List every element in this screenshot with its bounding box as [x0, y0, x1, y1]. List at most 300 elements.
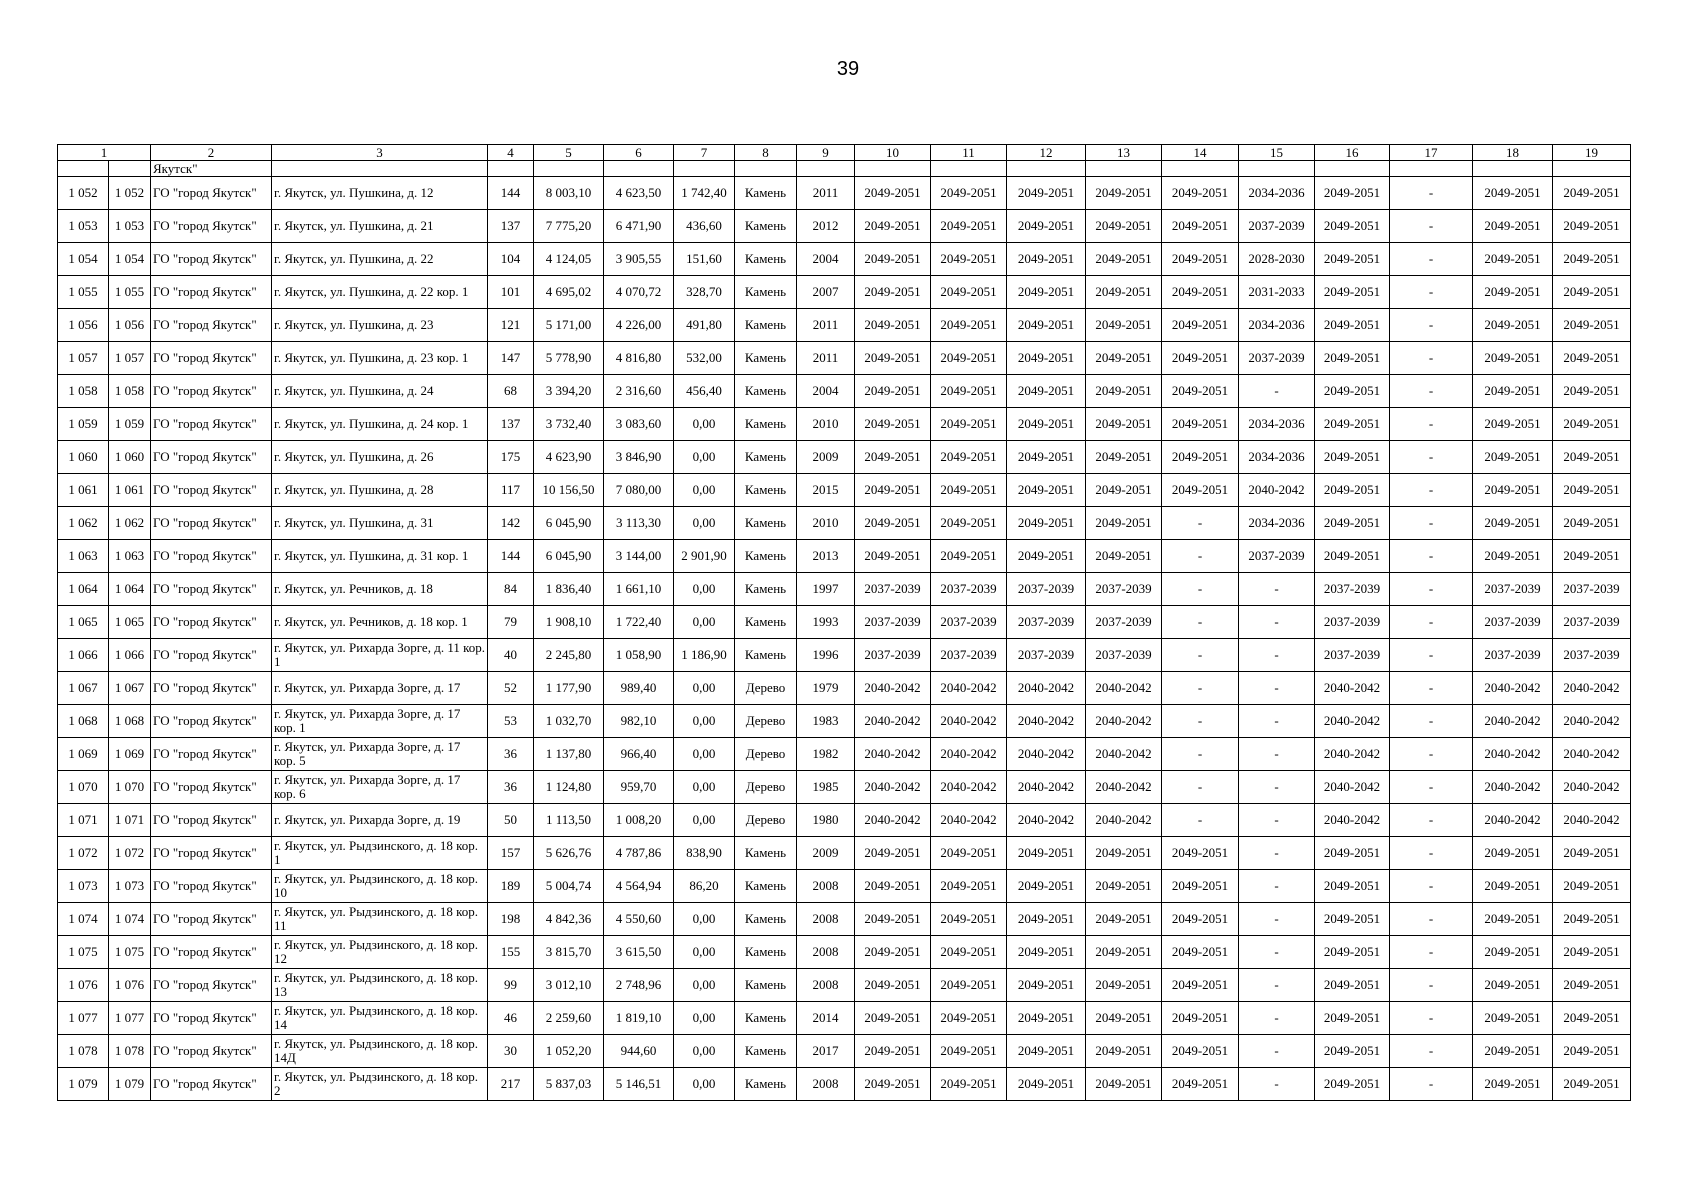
table-cell [1007, 161, 1086, 177]
wall-material-cell: Камень [735, 309, 797, 342]
row-id-cell: 1 067 [109, 672, 151, 705]
living-area-cell: 4 070,72 [604, 276, 674, 309]
period-cell-17: - [1390, 738, 1473, 771]
period-cell-18: 2049-2051 [1473, 210, 1553, 243]
total-area-cell: 10 156,50 [534, 474, 604, 507]
nonresidential-area-cell: 0,00 [674, 969, 735, 1002]
year-built-cell: 1985 [797, 771, 855, 804]
period-cell-14: - [1162, 573, 1239, 606]
living-area-cell: 959,70 [604, 771, 674, 804]
period-cell-11: 2049-2051 [931, 408, 1007, 441]
wall-material-cell: Камень [735, 870, 797, 903]
period-cell-10: 2049-2051 [855, 342, 931, 375]
address-cell: г. Якутск, ул. Пушкина, д. 12 [272, 177, 488, 210]
period-cell-16: 2049-2051 [1315, 1002, 1390, 1035]
period-cell-16: 2049-2051 [1315, 540, 1390, 573]
year-built-cell: 2008 [797, 870, 855, 903]
period-cell-13: 2049-2051 [1086, 309, 1162, 342]
period-cell-19: 2040-2042 [1553, 738, 1631, 771]
period-cell-10: 2037-2039 [855, 606, 931, 639]
period-cell-15: - [1239, 1035, 1315, 1068]
period-cell-19: 2049-2051 [1553, 507, 1631, 540]
table-cell [1553, 161, 1631, 177]
period-cell-18: 2040-2042 [1473, 804, 1553, 837]
period-cell-12: 2049-2051 [1007, 870, 1086, 903]
total-area-cell: 2 259,60 [534, 1002, 604, 1035]
row-number-cell: 1 059 [58, 408, 109, 441]
period-cell-16: 2049-2051 [1315, 342, 1390, 375]
residents-cell: 155 [488, 936, 534, 969]
col-header-19: 19 [1553, 145, 1631, 161]
period-cell-19: 2049-2051 [1553, 870, 1631, 903]
period-cell-16: 2040-2042 [1315, 738, 1390, 771]
period-cell-11: 2049-2051 [931, 309, 1007, 342]
residents-cell: 147 [488, 342, 534, 375]
living-area-cell: 4 550,60 [604, 903, 674, 936]
period-cell-15: 2034-2036 [1239, 408, 1315, 441]
period-cell-13: 2037-2039 [1086, 606, 1162, 639]
nonresidential-area-cell: 0,00 [674, 738, 735, 771]
address-cell: г. Якутск, ул. Рихарда Зорге, д. 17 кор. 1 [272, 705, 488, 738]
table-row [58, 771, 1631, 804]
period-cell-13: 2049-2051 [1086, 375, 1162, 408]
table-cell [1162, 161, 1239, 177]
period-cell-11: 2040-2042 [931, 804, 1007, 837]
period-cell-15: 2034-2036 [1239, 507, 1315, 540]
period-cell-14: - [1162, 606, 1239, 639]
period-cell-18: 2049-2051 [1473, 507, 1553, 540]
period-cell-15: - [1239, 705, 1315, 738]
period-cell-12: 2037-2039 [1007, 573, 1086, 606]
wall-material-cell: Камень [735, 1002, 797, 1035]
address-cell: г. Якутск, ул. Речников, д. 18 [272, 573, 488, 606]
period-cell-15: - [1239, 870, 1315, 903]
period-cell-11: 2049-2051 [931, 342, 1007, 375]
period-cell-11: 2049-2051 [931, 540, 1007, 573]
period-cell-19: 2049-2051 [1553, 540, 1631, 573]
row-number-cell: 1 073 [58, 870, 109, 903]
row-number-cell: 1 062 [58, 507, 109, 540]
row-number-cell: 1 072 [58, 837, 109, 870]
row-number-cell: 1 079 [58, 1068, 109, 1101]
row-id-cell: 1 077 [109, 1002, 151, 1035]
living-area-cell: 5 146,51 [604, 1068, 674, 1101]
period-cell-15: - [1239, 804, 1315, 837]
period-cell-10: 2049-2051 [855, 441, 931, 474]
period-cell-14: - [1162, 705, 1239, 738]
row-number-cell: 1 061 [58, 474, 109, 507]
row-id-cell: 1 056 [109, 309, 151, 342]
period-cell-19: 2049-2051 [1553, 1002, 1631, 1035]
period-cell-18: 2049-2051 [1473, 870, 1553, 903]
period-cell-16: 2049-2051 [1315, 276, 1390, 309]
row-id-cell: 1 060 [109, 441, 151, 474]
period-cell-19: 2040-2042 [1553, 672, 1631, 705]
address-cell: г. Якутск, ул. Пушкина, д. 21 [272, 210, 488, 243]
year-built-cell: 2004 [797, 375, 855, 408]
living-area-cell: 1 058,90 [604, 639, 674, 672]
table-header [58, 145, 1631, 161]
nonresidential-area-cell: 838,90 [674, 837, 735, 870]
period-cell-10: 2049-2051 [855, 1002, 931, 1035]
wall-material-cell: Камень [735, 507, 797, 540]
wall-material-cell: Камень [735, 540, 797, 573]
period-cell-19: 2049-2051 [1553, 210, 1631, 243]
wall-material-cell: Камень [735, 969, 797, 1002]
period-cell-11: 2049-2051 [931, 837, 1007, 870]
period-cell-17: - [1390, 771, 1473, 804]
period-cell-19: 2049-2051 [1553, 936, 1631, 969]
table-row [58, 672, 1631, 705]
row-number-cell: 1 074 [58, 903, 109, 936]
year-built-cell: 1982 [797, 738, 855, 771]
period-cell-10: 2037-2039 [855, 573, 931, 606]
table-row [58, 1035, 1631, 1068]
table-row [58, 936, 1631, 969]
year-built-cell: 2015 [797, 474, 855, 507]
period-cell-14: 2049-2051 [1162, 1035, 1239, 1068]
period-cell-17: - [1390, 276, 1473, 309]
wall-material-cell: Дерево [735, 738, 797, 771]
row-id-cell: 1 072 [109, 837, 151, 870]
table-row [58, 408, 1631, 441]
table-cell [488, 161, 534, 177]
period-cell-15: 2034-2036 [1239, 441, 1315, 474]
year-built-cell: 2014 [797, 1002, 855, 1035]
period-cell-10: 2049-2051 [855, 177, 931, 210]
table-row [58, 441, 1631, 474]
period-cell-19: 2037-2039 [1553, 606, 1631, 639]
period-cell-14: 2049-2051 [1162, 936, 1239, 969]
row-id-cell: 1 065 [109, 606, 151, 639]
period-cell-14: 2049-2051 [1162, 474, 1239, 507]
row-number-cell: 1 053 [58, 210, 109, 243]
period-cell-15: 2037-2039 [1239, 210, 1315, 243]
address-cell: г. Якутск, ул. Рыдзинского, д. 18 кор. 12 [272, 936, 488, 969]
period-cell-10: 2049-2051 [855, 474, 931, 507]
period-cell-14: - [1162, 672, 1239, 705]
period-cell-15: - [1239, 936, 1315, 969]
period-cell-19: 2049-2051 [1553, 243, 1631, 276]
period-cell-17: - [1390, 969, 1473, 1002]
period-cell-16: 2049-2051 [1315, 936, 1390, 969]
nonresidential-area-cell: 0,00 [674, 1035, 735, 1068]
total-area-cell: 1 177,90 [534, 672, 604, 705]
table-row [58, 474, 1631, 507]
total-area-cell: 1 113,50 [534, 804, 604, 837]
period-cell-12: 2049-2051 [1007, 969, 1086, 1002]
row-id-cell: 1 078 [109, 1035, 151, 1068]
period-cell-10: 2049-2051 [855, 507, 931, 540]
owner-cell: ГО "город Якутск" [151, 573, 272, 606]
table-row [58, 573, 1631, 606]
period-cell-11: 2037-2039 [931, 639, 1007, 672]
row-number-cell: 1 064 [58, 573, 109, 606]
table-row [58, 804, 1631, 837]
address-cell: г. Якутск, ул. Пушкина, д. 23 кор. 1 [272, 342, 488, 375]
address-cell: г. Якутск, ул. Пушкина, д. 24 [272, 375, 488, 408]
row-id-cell: 1 071 [109, 804, 151, 837]
period-cell-11: 2049-2051 [931, 969, 1007, 1002]
wall-material-cell: Камень [735, 936, 797, 969]
wall-material-cell: Дерево [735, 804, 797, 837]
owner-cell: ГО "город Якутск" [151, 705, 272, 738]
period-cell-17: - [1390, 804, 1473, 837]
nonresidential-area-cell: 436,60 [674, 210, 735, 243]
period-cell-19: 2049-2051 [1553, 1068, 1631, 1101]
period-cell-19: 2049-2051 [1553, 837, 1631, 870]
period-cell-18: 2040-2042 [1473, 771, 1553, 804]
row-id-cell: 1 052 [109, 177, 151, 210]
owner-cell: ГО "город Якутск" [151, 870, 272, 903]
period-cell-16: 2049-2051 [1315, 177, 1390, 210]
living-area-cell: 3 905,55 [604, 243, 674, 276]
period-cell-19: 2040-2042 [1553, 705, 1631, 738]
nonresidential-area-cell: 0,00 [674, 936, 735, 969]
row-number-cell: 1 068 [58, 705, 109, 738]
period-cell-15: 2034-2036 [1239, 177, 1315, 210]
wall-material-cell: Камень [735, 474, 797, 507]
col-header-5: 5 [534, 145, 604, 161]
address-cell: г. Якутск, ул. Рихарда Зорге, д. 17 кор. 5 [272, 738, 488, 771]
period-cell-16: 2037-2039 [1315, 606, 1390, 639]
period-cell-13: 2049-2051 [1086, 441, 1162, 474]
year-built-cell: 2009 [797, 441, 855, 474]
period-cell-12: 2049-2051 [1007, 474, 1086, 507]
period-cell-18: 2037-2039 [1473, 639, 1553, 672]
period-cell-17: - [1390, 606, 1473, 639]
owner-cell: ГО "город Якутск" [151, 672, 272, 705]
residents-cell: 52 [488, 672, 534, 705]
residents-cell: 175 [488, 441, 534, 474]
period-cell-10: 2049-2051 [855, 837, 931, 870]
table-row [58, 705, 1631, 738]
period-cell-19: 2049-2051 [1553, 309, 1631, 342]
period-cell-17: - [1390, 573, 1473, 606]
total-area-cell: 4 623,90 [534, 441, 604, 474]
residents-cell: 46 [488, 1002, 534, 1035]
table-row [58, 342, 1631, 375]
wall-material-cell: Камень [735, 177, 797, 210]
period-cell-13: 2040-2042 [1086, 804, 1162, 837]
period-cell-14: 2049-2051 [1162, 375, 1239, 408]
col-header-2: 2 [151, 145, 272, 161]
row-number-cell: 1 065 [58, 606, 109, 639]
nonresidential-area-cell: 2 901,90 [674, 540, 735, 573]
living-area-cell: 1 722,40 [604, 606, 674, 639]
period-cell-19: 2037-2039 [1553, 573, 1631, 606]
total-area-cell: 3 815,70 [534, 936, 604, 969]
period-cell-11: 2049-2051 [931, 870, 1007, 903]
period-cell-11: 2040-2042 [931, 672, 1007, 705]
col-header-17: 17 [1390, 145, 1473, 161]
row-id-cell: 1 058 [109, 375, 151, 408]
address-cell: г. Якутск, ул. Пушкина, д. 31 кор. 1 [272, 540, 488, 573]
table-cell [735, 161, 797, 177]
living-area-cell: 2 316,60 [604, 375, 674, 408]
living-area-cell: 3 083,60 [604, 408, 674, 441]
period-cell-10: 2049-2051 [855, 210, 931, 243]
owner-cell: ГО "город Якутск" [151, 606, 272, 639]
year-built-cell: 1997 [797, 573, 855, 606]
nonresidential-area-cell: 0,00 [674, 1002, 735, 1035]
period-cell-15: - [1239, 969, 1315, 1002]
year-built-cell: 2017 [797, 1035, 855, 1068]
col-header-18: 18 [1473, 145, 1553, 161]
period-cell-18: 2049-2051 [1473, 1068, 1553, 1101]
nonresidential-area-cell: 0,00 [674, 408, 735, 441]
wall-material-cell: Камень [735, 342, 797, 375]
period-cell-13: 2040-2042 [1086, 705, 1162, 738]
period-cell-13: 2040-2042 [1086, 738, 1162, 771]
owner-cell: ГО "город Якутск" [151, 936, 272, 969]
col-header-3: 3 [272, 145, 488, 161]
owner-cell: ГО "город Якутск" [151, 342, 272, 375]
row-number-cell: 1 071 [58, 804, 109, 837]
owner-cell: ГО "город Якутск" [151, 639, 272, 672]
owner-cell: ГО "город Якутск" [151, 1035, 272, 1068]
period-cell-13: 2049-2051 [1086, 1002, 1162, 1035]
nonresidential-area-cell: 0,00 [674, 474, 735, 507]
living-area-cell: 966,40 [604, 738, 674, 771]
period-cell-18: 2040-2042 [1473, 705, 1553, 738]
period-cell-16: 2040-2042 [1315, 705, 1390, 738]
year-built-cell: 2011 [797, 309, 855, 342]
total-area-cell: 6 045,90 [534, 507, 604, 540]
period-cell-16: 2049-2051 [1315, 1068, 1390, 1101]
residents-cell: 142 [488, 507, 534, 540]
period-cell-16: 2049-2051 [1315, 210, 1390, 243]
period-cell-14: - [1162, 540, 1239, 573]
total-area-cell: 7 775,20 [534, 210, 604, 243]
residents-cell: 117 [488, 474, 534, 507]
period-cell-18: 2049-2051 [1473, 243, 1553, 276]
period-cell-12: 2049-2051 [1007, 276, 1086, 309]
period-cell-17: - [1390, 243, 1473, 276]
table-row [58, 1002, 1631, 1035]
period-cell-16: 2049-2051 [1315, 375, 1390, 408]
period-cell-11: 2049-2051 [931, 375, 1007, 408]
table-cell [109, 161, 151, 177]
period-cell-17: - [1390, 903, 1473, 936]
nonresidential-area-cell: 86,20 [674, 870, 735, 903]
period-cell-11: 2049-2051 [931, 1035, 1007, 1068]
residents-cell: 99 [488, 969, 534, 1002]
address-cell: г. Якутск, ул. Рихарда Зорге, д. 19 [272, 804, 488, 837]
period-cell-17: - [1390, 936, 1473, 969]
living-area-cell: 944,60 [604, 1035, 674, 1068]
total-area-cell: 5 837,03 [534, 1068, 604, 1101]
period-cell-14: 2049-2051 [1162, 342, 1239, 375]
nonresidential-area-cell: 0,00 [674, 441, 735, 474]
period-cell-18: 2037-2039 [1473, 573, 1553, 606]
period-cell-13: 2049-2051 [1086, 474, 1162, 507]
table-cell [931, 161, 1007, 177]
nonresidential-area-cell: 0,00 [674, 804, 735, 837]
col-header-12: 12 [1007, 145, 1086, 161]
period-cell-15: - [1239, 771, 1315, 804]
period-cell-18: 2049-2051 [1473, 375, 1553, 408]
period-cell-14: - [1162, 738, 1239, 771]
wall-material-cell: Дерево [735, 771, 797, 804]
table-row [58, 507, 1631, 540]
period-cell-18: 2049-2051 [1473, 540, 1553, 573]
residents-cell: 40 [488, 639, 534, 672]
residents-cell: 84 [488, 573, 534, 606]
row-number-cell: 1 055 [58, 276, 109, 309]
living-area-cell: 7 080,00 [604, 474, 674, 507]
period-cell-18: 2049-2051 [1473, 342, 1553, 375]
period-cell-11: 2049-2051 [931, 474, 1007, 507]
table-cell [534, 161, 604, 177]
total-area-cell: 3 012,10 [534, 969, 604, 1002]
period-cell-16: 2049-2051 [1315, 1035, 1390, 1068]
table-cell [604, 161, 674, 177]
owner-cell: ГО "город Якутск" [151, 837, 272, 870]
period-cell-14: 2049-2051 [1162, 309, 1239, 342]
period-cell-17: - [1390, 1035, 1473, 1068]
owner-cell: ГО "город Якутск" [151, 738, 272, 771]
period-cell-19: 2049-2051 [1553, 342, 1631, 375]
period-cell-18: 2049-2051 [1473, 441, 1553, 474]
table-row [58, 375, 1631, 408]
period-cell-10: 2049-2051 [855, 540, 931, 573]
address-cell: г. Якутск, ул. Рыдзинского, д. 18 кор. 13 [272, 969, 488, 1002]
residents-cell: 137 [488, 210, 534, 243]
year-built-cell: 2011 [797, 177, 855, 210]
period-cell-16: 2049-2051 [1315, 903, 1390, 936]
period-cell-10: 2049-2051 [855, 243, 931, 276]
row-id-cell: 1 070 [109, 771, 151, 804]
table-body [58, 161, 1631, 1101]
address-cell: г. Якутск, ул. Пушкина, д. 22 [272, 243, 488, 276]
living-area-cell: 6 471,90 [604, 210, 674, 243]
row-id-cell: 1 069 [109, 738, 151, 771]
col-header-13: 13 [1086, 145, 1162, 161]
living-area-cell: 4 226,00 [604, 309, 674, 342]
period-cell-12: 2040-2042 [1007, 672, 1086, 705]
period-cell-18: 2049-2051 [1473, 969, 1553, 1002]
col-header-1: 1 [58, 145, 151, 161]
table-row [58, 309, 1631, 342]
period-cell-14: - [1162, 804, 1239, 837]
living-area-cell: 982,10 [604, 705, 674, 738]
period-cell-16: 2049-2051 [1315, 441, 1390, 474]
period-cell-14: 2049-2051 [1162, 177, 1239, 210]
period-cell-17: - [1390, 1068, 1473, 1101]
table-row [58, 276, 1631, 309]
total-area-cell: 1 908,10 [534, 606, 604, 639]
owner-cell: ГО "город Якутск" [151, 408, 272, 441]
wall-material-cell: Камень [735, 441, 797, 474]
period-cell-13: 2049-2051 [1086, 540, 1162, 573]
address-cell: г. Якутск, ул. Рыдзинского, д. 18 кор. 14 [272, 1002, 488, 1035]
period-cell-19: 2049-2051 [1553, 969, 1631, 1002]
owner-cell: ГО "город Якутск" [151, 375, 272, 408]
period-cell-15: - [1239, 903, 1315, 936]
address-cell: г. Якутск, ул. Рихарда Зорге, д. 11 кор. 1 [272, 639, 488, 672]
total-area-cell: 1 052,20 [534, 1035, 604, 1068]
row-number-cell: 1 076 [58, 969, 109, 1002]
owner-cell: ГО "город Якутск" [151, 1068, 272, 1101]
wall-material-cell: Камень [735, 639, 797, 672]
total-area-cell: 4 124,05 [534, 243, 604, 276]
period-cell-19: 2049-2051 [1553, 276, 1631, 309]
period-cell-16: 2049-2051 [1315, 969, 1390, 1002]
row-number-cell: 1 067 [58, 672, 109, 705]
col-header-16: 16 [1315, 145, 1390, 161]
period-cell-16: 2049-2051 [1315, 243, 1390, 276]
